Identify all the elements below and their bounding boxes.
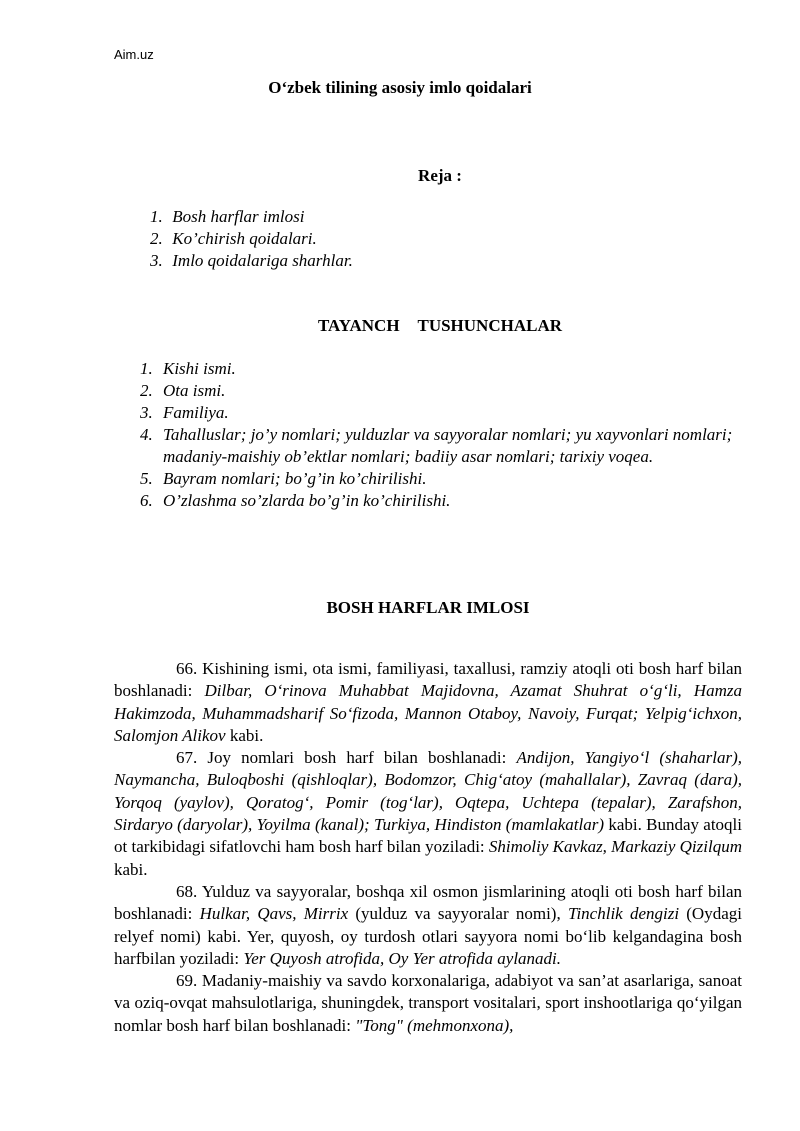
paragraph-66: 66. Kishining ismi, ota ismi, familiyasi, taxallusi, ramziy atoqli oti bosh harf bilan boshlanadi: Dilbar, O‘rinova Muhabbat Majidovna, Azamat Shuhrat o‘g‘li, Hamza Hakimzoda, Muhammadsharif So‘fizoda, Mannon Otaboy, Navoiy, Furqat; Yelpig‘ichxon, Salomjon Alikov kabi.	[114, 659, 742, 745]
section-heading: BOSH HARFLAR IMLOSI	[326, 598, 530, 617]
section-body	[114, 658, 742, 1037]
list-item: 1. Kishi ismi.	[140, 359, 236, 378]
site-header: Aim.uz	[114, 47, 154, 62]
terms-heading: TAYANCH TUSHUNCHALAR	[317, 316, 563, 335]
list-item: 2. Ota ismi.	[140, 381, 226, 400]
paragraph-69: 69. Madaniy-maishiy va savdo korxonalariga, adabiyot va san’at asarlariga, sanoat va oziq-ovqat mahsulotlariga, shuningdek, transport vositalari, sport inshootlariga qo‘yilgan nomlar bosh harf bilan boshlanadi: "Tong" (mehmonxona),	[114, 971, 742, 1035]
paragraph-68: 68. Yulduz va sayyoralar, boshqa xil osmon jismlarining atoqli oti bosh harf bilan boshlanadi: Hulkar, Qavs, Mirrix (yulduz va sayyoralar nomi), Tinchlik dengizi (Oydagi relyef nomi) kabi. Yer, quyosh, oy turdosh otlari sayyora nomi bo‘lib kelgandagina bosh harfbilan yoziladi: Yer Quyosh atrofida, Oy Yer atrofida aylanadi.	[114, 881, 742, 968]
list-item: 3. Imlo qoidalariga sharhlar.	[150, 251, 353, 270]
plan-heading: Reja :	[418, 166, 462, 185]
list-item: 6. O’zlashma so’zlarda bo’g’in ko’chirilishi.	[140, 491, 451, 510]
terms-list	[140, 358, 740, 512]
paragraph-67: 67. Joy nomlari bosh harf bilan boshlanadi: Andijon, Yangiyo‘l (shaharlar), Naymancha, Buloqboshi (qishloqlar), Bodomzor, Chig‘atoy (mahallalar), Zavraq (dara), Yorqoq (yaylov), Qoratog‘, Pomir (tog‘lar), Oqtepa, Uchtepa (tepalar), Zarafshon, Sirdaryo (daryolar), Yoyilma (kanal); Turkiya, Hindiston (mamlakatlar) kabi. Bunday atoqli ot tarkibidagi sifatlovchi ham bosh harf bilan yoziladi: Shimoliy Kavkaz, Markaziy Qizilqum kabi.	[114, 748, 742, 879]
list-item: 5. Bayram nomlari; bo’g’in ko’chirilishi.	[140, 469, 427, 488]
plan-list	[150, 206, 353, 272]
list-item: 3. Familiya.	[140, 403, 229, 422]
list-item: 4. Tahalluslar; jo’y nomlari; yulduzlar va sayyoralar nomlari; yu xayvonlari nomlari; madaniy-maishiy ob’ektlar nomlari; badiiy asar nomlari; tarixiy voqea.	[140, 425, 733, 466]
list-item: 2. Ko’chirish qoidalari.	[150, 229, 317, 248]
document-title: O‘zbek tilining asosiy imlo qoidalari	[268, 78, 532, 97]
list-item: 1. Bosh harflar imlosi	[150, 207, 305, 226]
